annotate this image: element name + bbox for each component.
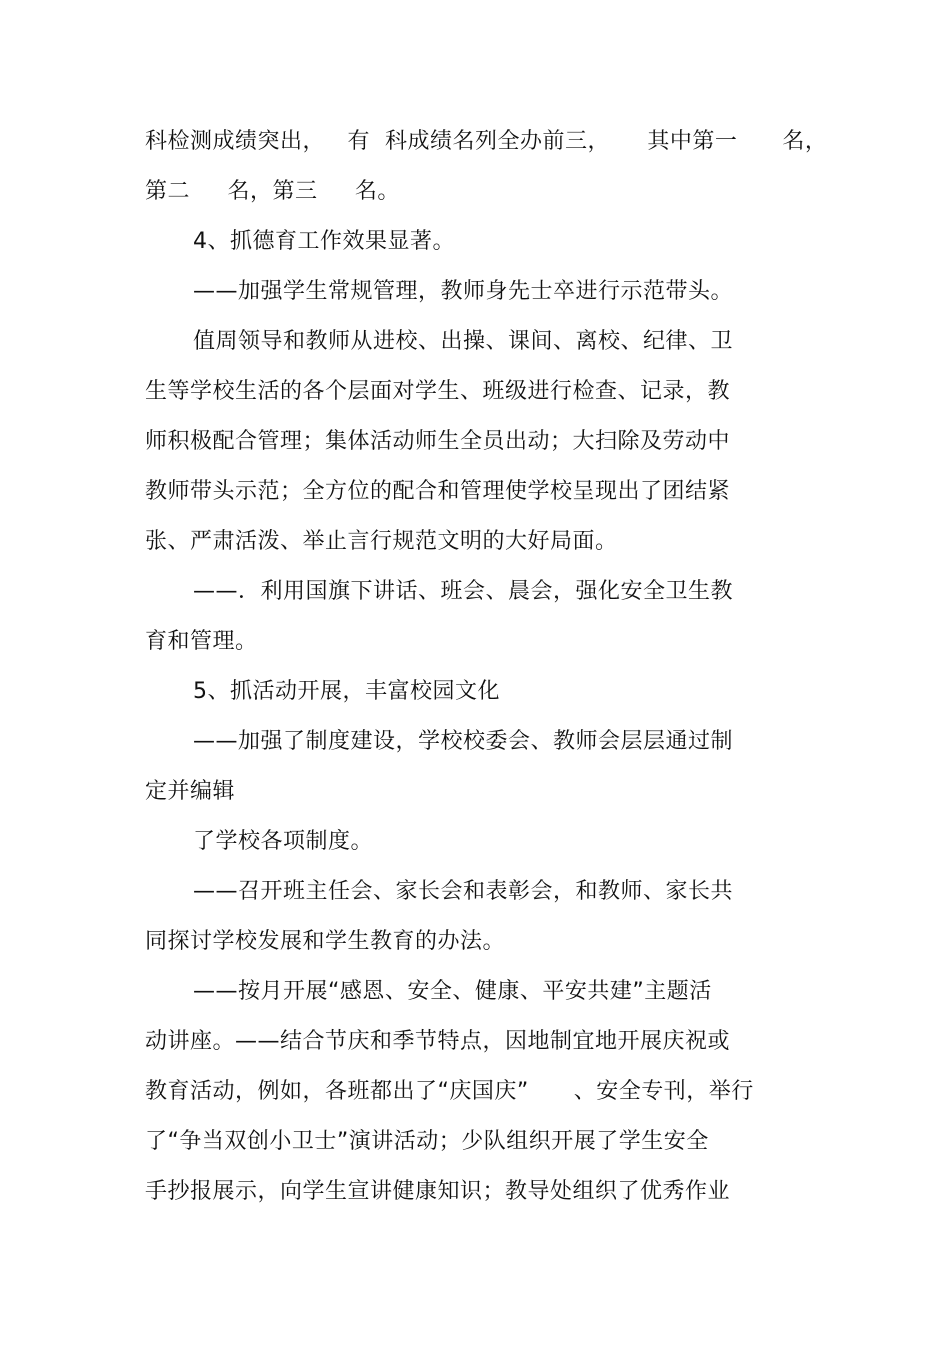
text-line-8: 教师带头示范；全方位的配合和管理使学校呈现出了团结紧 — [145, 479, 731, 504]
text-line-20: 教育活动，例如，各班都出了“庆国庆” 、安全专刊，举行 — [145, 1079, 754, 1104]
section-heading-4: 4、抓德育工作效果显著。 — [193, 229, 455, 254]
text-line-14: 定并编辑 — [145, 779, 236, 804]
section-heading-5: 5、抓活动开展，丰富校园文化 — [193, 679, 500, 704]
text-line-9: 张、严肃活泼、举止言行规范文明的大好局面。 — [145, 529, 618, 554]
text-line-21: 了“争当双创小卫士”演讲活动；少队组织开展了学生安全 — [145, 1129, 709, 1154]
text-line-18: ——按月开展“感恩、安全、健康、平安共建”主题活 — [193, 979, 712, 1004]
text-line-22: 手抄报展示，向学生宣讲健康知识；教导处组织了优秀作业 — [145, 1179, 731, 1204]
text-line-15: 了学校各项制度。 — [193, 829, 374, 854]
text-line-2: 第二 名，第三 名。 — [145, 179, 400, 204]
text-line-10: ——．利用国旗下讲话、班会、晨会，强化安全卫生教 — [193, 579, 734, 604]
text-line-11: 育和管理。 — [145, 629, 258, 654]
text-line-17: 同探讨学校发展和学生教育的办法。 — [145, 929, 506, 954]
text-line-6: 生等学校生活的各个层面对学生、班级进行检查、记录，教 — [145, 379, 731, 404]
text-line-5: 值周领导和教师从进校、出操、课间、离校、纪律、卫 — [193, 329, 734, 354]
text-line-19: 动讲座。——结合节庆和季节特点，因地制宜地开展庆祝或 — [145, 1029, 731, 1054]
text-line-4: ——加强学生常规管理，教师身先士卒进行示范带头。 — [193, 279, 734, 304]
text-line-16: ——召开班主任会、家长会和表彰会，和教师、家长共 — [193, 879, 734, 904]
text-line-1: 科检测成绩突出， 有 科成绩名列全办前三， 其中第一 名， — [145, 129, 828, 154]
text-line-13: ——加强了制度建设，学校校委会、教师会层层通过制 — [193, 729, 734, 754]
text-line-7: 师积极配合管理；集体活动师生全员出动；大扫除及劳动中 — [145, 429, 731, 454]
